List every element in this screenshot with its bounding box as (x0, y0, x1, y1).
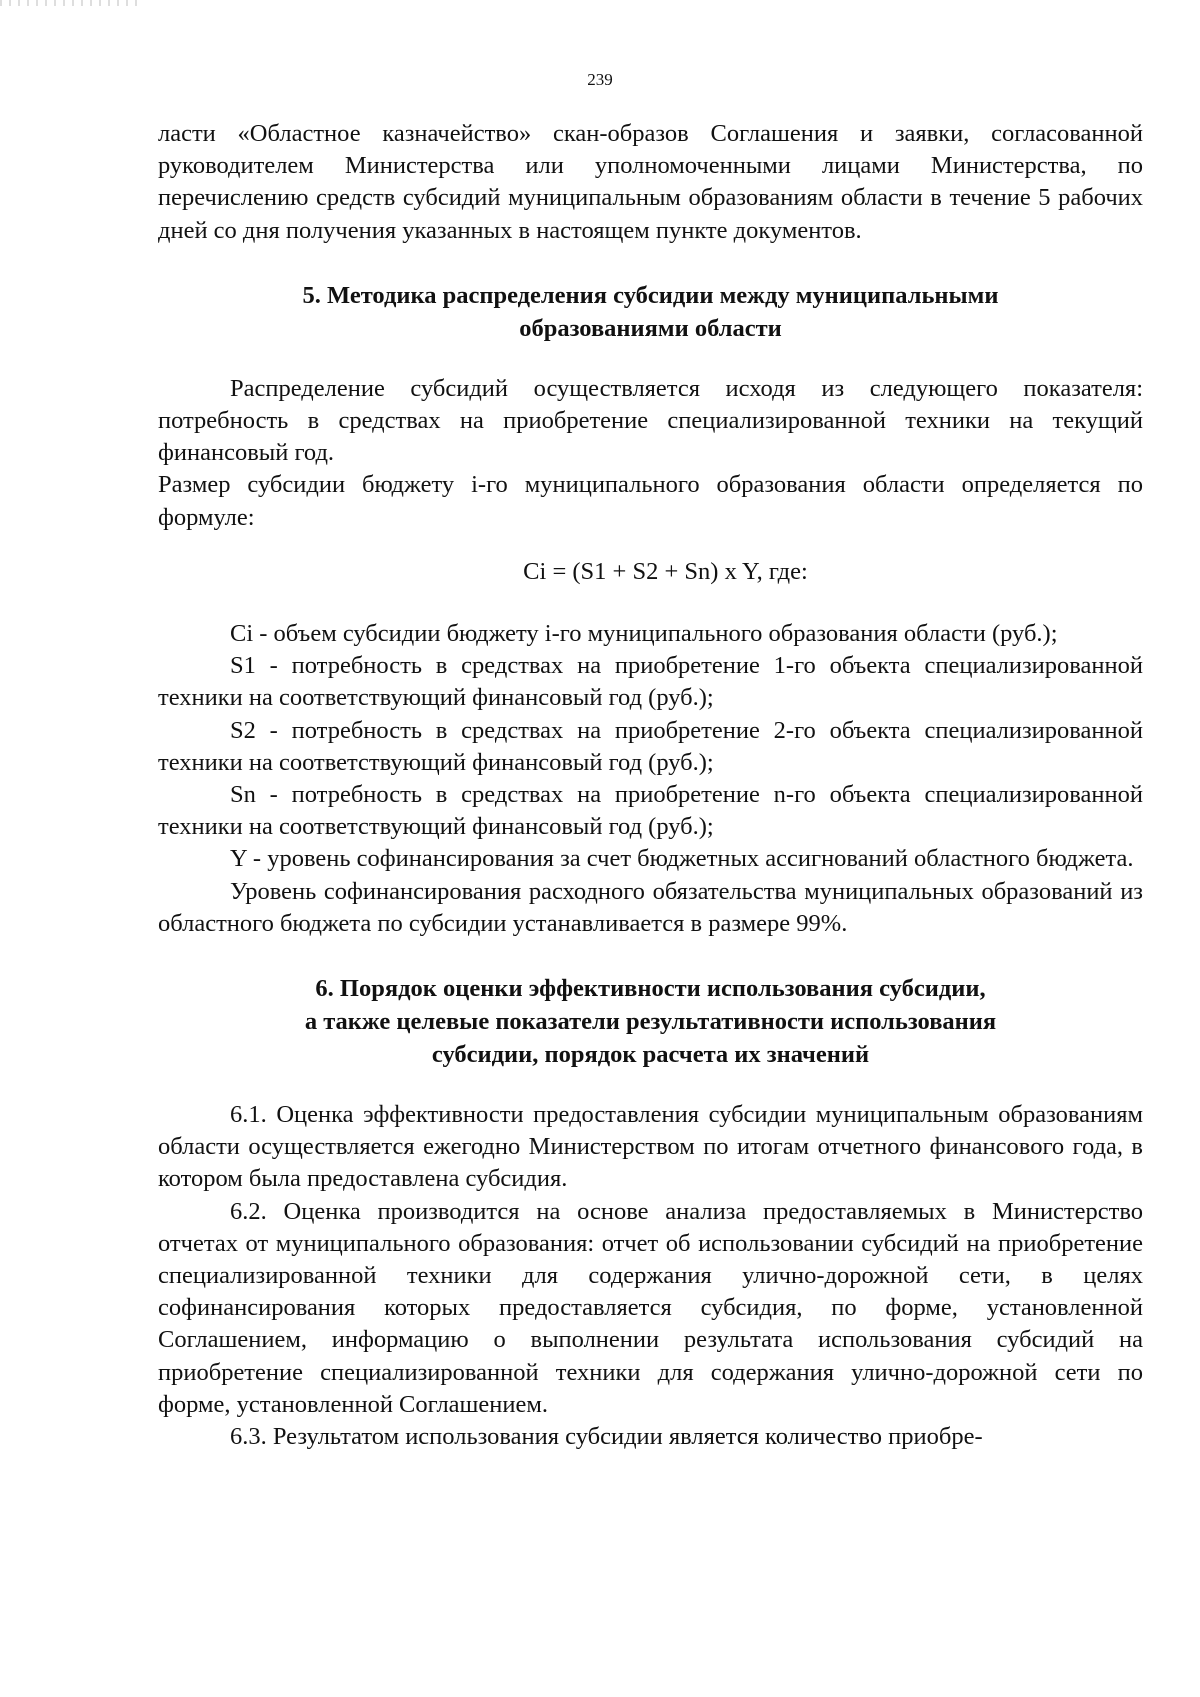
section-6-paragraph-2: 6.2. Оценка производится на основе анализа предоставляемых в Министерство отчетах от муниципального образования: отчет об использовании субсидий на приобретение специализированной техники для содержания улично-дорожной сети, в целях софинансирования которых предоставляется субсидия, по форме, установленной Соглашением, информацию о выполнении результата использования субсидий на приобретение специализированной техники для содержания улично-дорожной сети по форме, установленной Соглашением. (158, 1197, 1143, 1418)
section-6-paragraph-3: 6.3. Результатом использования субсидии является количество приобре- (230, 1423, 983, 1451)
section-5-paragraph-1: Распределение субсидий осуществляется исходя из следующего показателя: потребность в средствах на приобретение специализированной техники на текущий финансовый год. (158, 374, 1143, 467)
definition-s2: S2 - потребность в средствах на приобретение 2-го объекта специализированной техники на соответствующий финансовый год (руб.); (158, 716, 1143, 776)
section-6-paragraph-1: 6.1. Оценка эффективности предоставления субсидии муниципальным образованиям области осуществляется ежегодно Министерством по итогам отчетного финансового года, в котором была предоставлена субсидия. (158, 1101, 1143, 1193)
spacer (158, 247, 1143, 279)
spacer (158, 345, 1143, 373)
formula: Ci = (S1 + S2 + Sn) x Y, где: (523, 557, 808, 585)
definition-sn: Sn - потребность в средствах на приобретение n-го объекта специализированной техники на соответствующий финансовый год (руб.); (158, 781, 1143, 841)
spacer (158, 534, 1143, 556)
section-6-heading-line-1: 6. Порядок оценки эффективности использования субсидии, (315, 975, 986, 1003)
section-5-heading (158, 279, 1143, 345)
section-5-heading-line-1: 5. Методика распределения субсидии между муниципальными (302, 281, 999, 309)
page-content (158, 118, 1143, 1453)
definition-y: Y - уровень софинансирования за счет бюджетных ассигнований областного бюджета. (230, 845, 1134, 873)
section-5-heading-line-2: образованиями области (519, 314, 782, 342)
section-5-paragraph-3: Уровень софинансирования расходного обязательства муниципальных образований из областного бюджета по субсидии устанавливается в размере 99%. (158, 877, 1143, 937)
definition-s1: S1 - потребность в средствах на приобретение 1-го объекта специализированной техники на соответствующий финансовый год (руб.); (158, 652, 1143, 712)
section-6-heading-line-2: а также целевые показатели результативности использования (304, 1008, 997, 1036)
section-6-heading-line-3: субсидии, порядок расчета их значений (431, 1041, 870, 1069)
intro-paragraph: ласти «Областное казначейство» скан-образов Соглашения и заявки, согласованной руководителем Министерства или уполномоченными лицами Министерства, по перечислению средств субсидий муниципальным образованиям области в течение 5 рабочих дней со дня получения указанных в настоящем пункте документов. (158, 120, 1143, 244)
page-number: 239 (587, 70, 613, 89)
spacer (158, 1071, 1143, 1099)
scan-edge-mark (0, 0, 140, 6)
section-5-paragraph-2: Размер субсидии бюджету i-го муниципального образования области определяется по формуле: (158, 471, 1143, 531)
section-6-heading (158, 972, 1143, 1071)
spacer (158, 588, 1143, 618)
definition-ci: Ci - объем субсидии бюджету i-го муниципального образования области (руб.); (230, 620, 1058, 648)
spacer (158, 940, 1143, 972)
